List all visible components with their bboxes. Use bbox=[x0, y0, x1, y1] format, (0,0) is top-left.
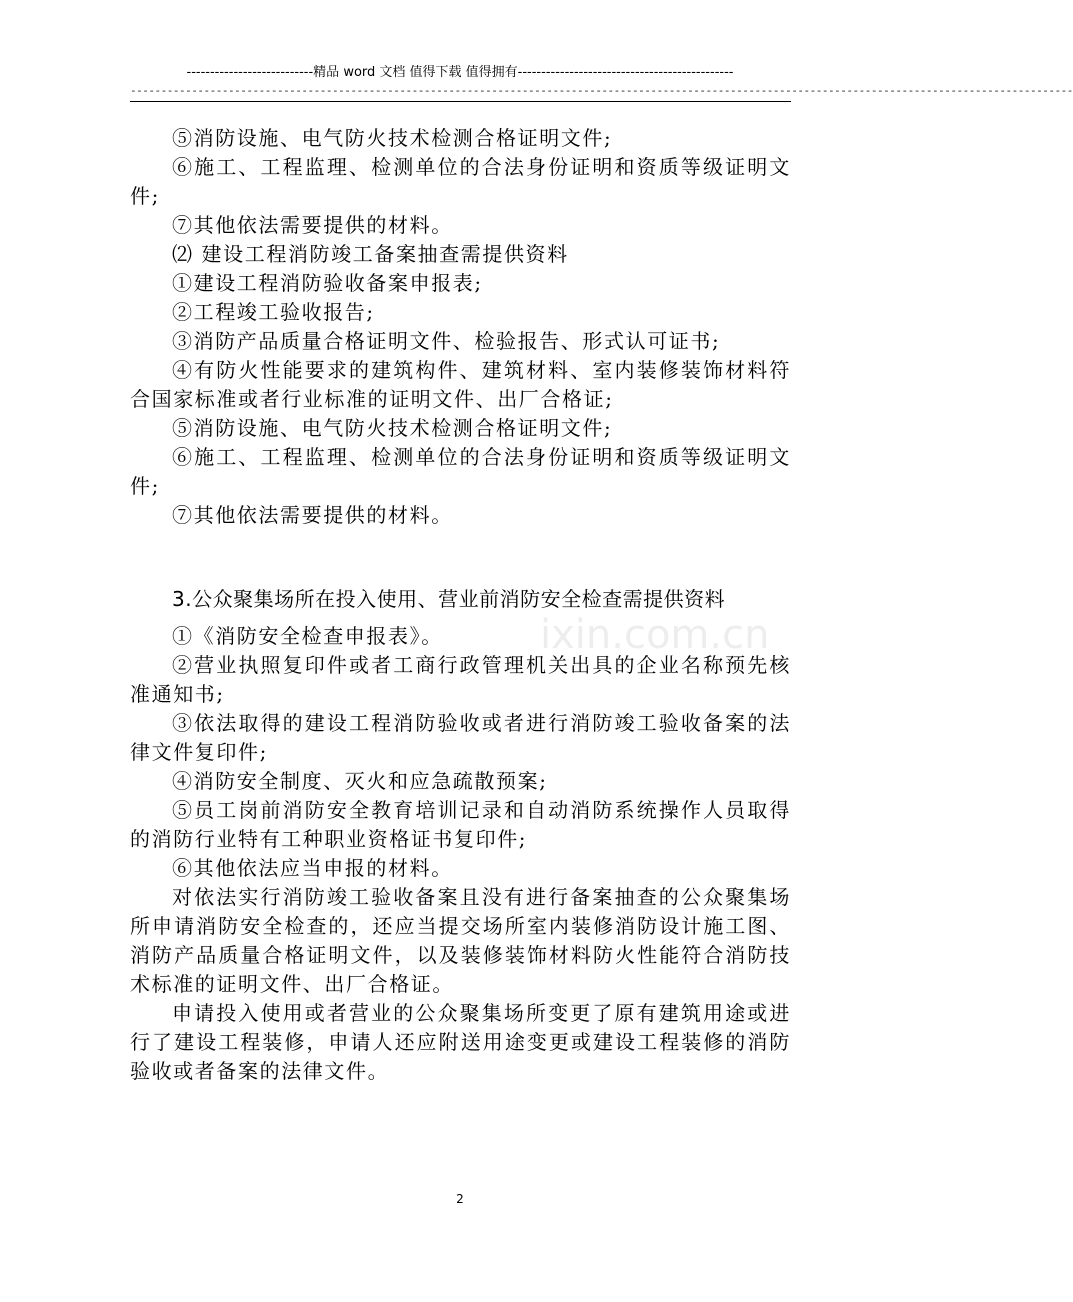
list-item: ③依法取得的建设工程消防验收或者进行消防竣工验收备案的法律文件复印件; bbox=[130, 711, 791, 764]
sub-heading: ⑵ 建设工程消防竣工备案抽查需提供资料 bbox=[172, 242, 569, 266]
list-item: ⑥施工、工程监理、检测单位的合法身份证明和资质等级证明文件; bbox=[130, 155, 791, 208]
page-number: 2 bbox=[456, 1192, 464, 1206]
list-item: ①《消防安全检查申报表》。 bbox=[172, 624, 443, 648]
document-body bbox=[130, 124, 791, 1086]
section-gap bbox=[130, 530, 791, 585]
header-rule bbox=[130, 101, 791, 102]
list-item: ③消防产品质量合格证明文件、检验报告、形式认可证书; bbox=[172, 329, 721, 353]
list-item: ⑦其他依法需要提供的材料。 bbox=[172, 503, 453, 527]
list-item: ④有防火性能要求的建筑构件、建筑材料、室内装修装饰材料符合国家标准或者行业标准的证明文件、出厂合格证; bbox=[130, 358, 791, 411]
header-dashes: ---------------------------------------------------------------------------------------------------------------------------------------------------------- bbox=[130, 84, 1073, 97]
list-item: ⑤消防设施、电气防火技术检测合格证明文件; bbox=[172, 126, 613, 150]
paragraph: 对依法实行消防竣工验收备案且没有进行备案抽查的公众聚集场所申请消防安全检查的，还应当提交场所室内装修消防设计施工图、消防产品质量合格证明文件，以及装修装饰材料防火性能符合消防技术标准的证明文件、出厂合格证。 bbox=[130, 885, 791, 996]
list-item: ⑤消防设施、电气防火技术检测合格证明文件; bbox=[172, 416, 613, 440]
list-item: ②营业执照复印件或者工商行政管理机关出具的企业名称预先核准通知书; bbox=[130, 653, 791, 706]
list-item: ⑥施工、工程监理、检测单位的合法身份证明和资质等级证明文件; bbox=[130, 445, 791, 498]
list-item: ①建设工程消防验收备案申报表; bbox=[172, 271, 483, 295]
list-item: ②工程竣工验收报告; bbox=[172, 300, 375, 324]
section-heading: 3.公众聚集场所在投入使用、营业前消防安全检查需提供资料 bbox=[172, 587, 726, 611]
list-item: ④消防安全制度、灭火和应急疏散预案; bbox=[172, 769, 548, 793]
list-item: ⑤员工岗前消防安全教育培训记录和自动消防系统操作人员取得的消防行业特有工种职业资格证书复印件; bbox=[130, 798, 791, 851]
watermark: ixin.com.cn bbox=[540, 612, 770, 658]
header-banner: ---------------------------精品 word 文档 值得下载 值得拥有---------------------------------------------- bbox=[186, 65, 734, 80]
paragraph: 申请投入使用或者营业的公众聚集场所变更了原有建筑用途或进行了建设工程装修，申请人还应附送用途变更或建设工程装修的消防验收或者备案的法律文件。 bbox=[130, 1001, 791, 1083]
list-item: ⑥其他依法应当申报的材料。 bbox=[172, 856, 453, 880]
list-item: ⑦其他依法需要提供的材料。 bbox=[172, 213, 453, 237]
